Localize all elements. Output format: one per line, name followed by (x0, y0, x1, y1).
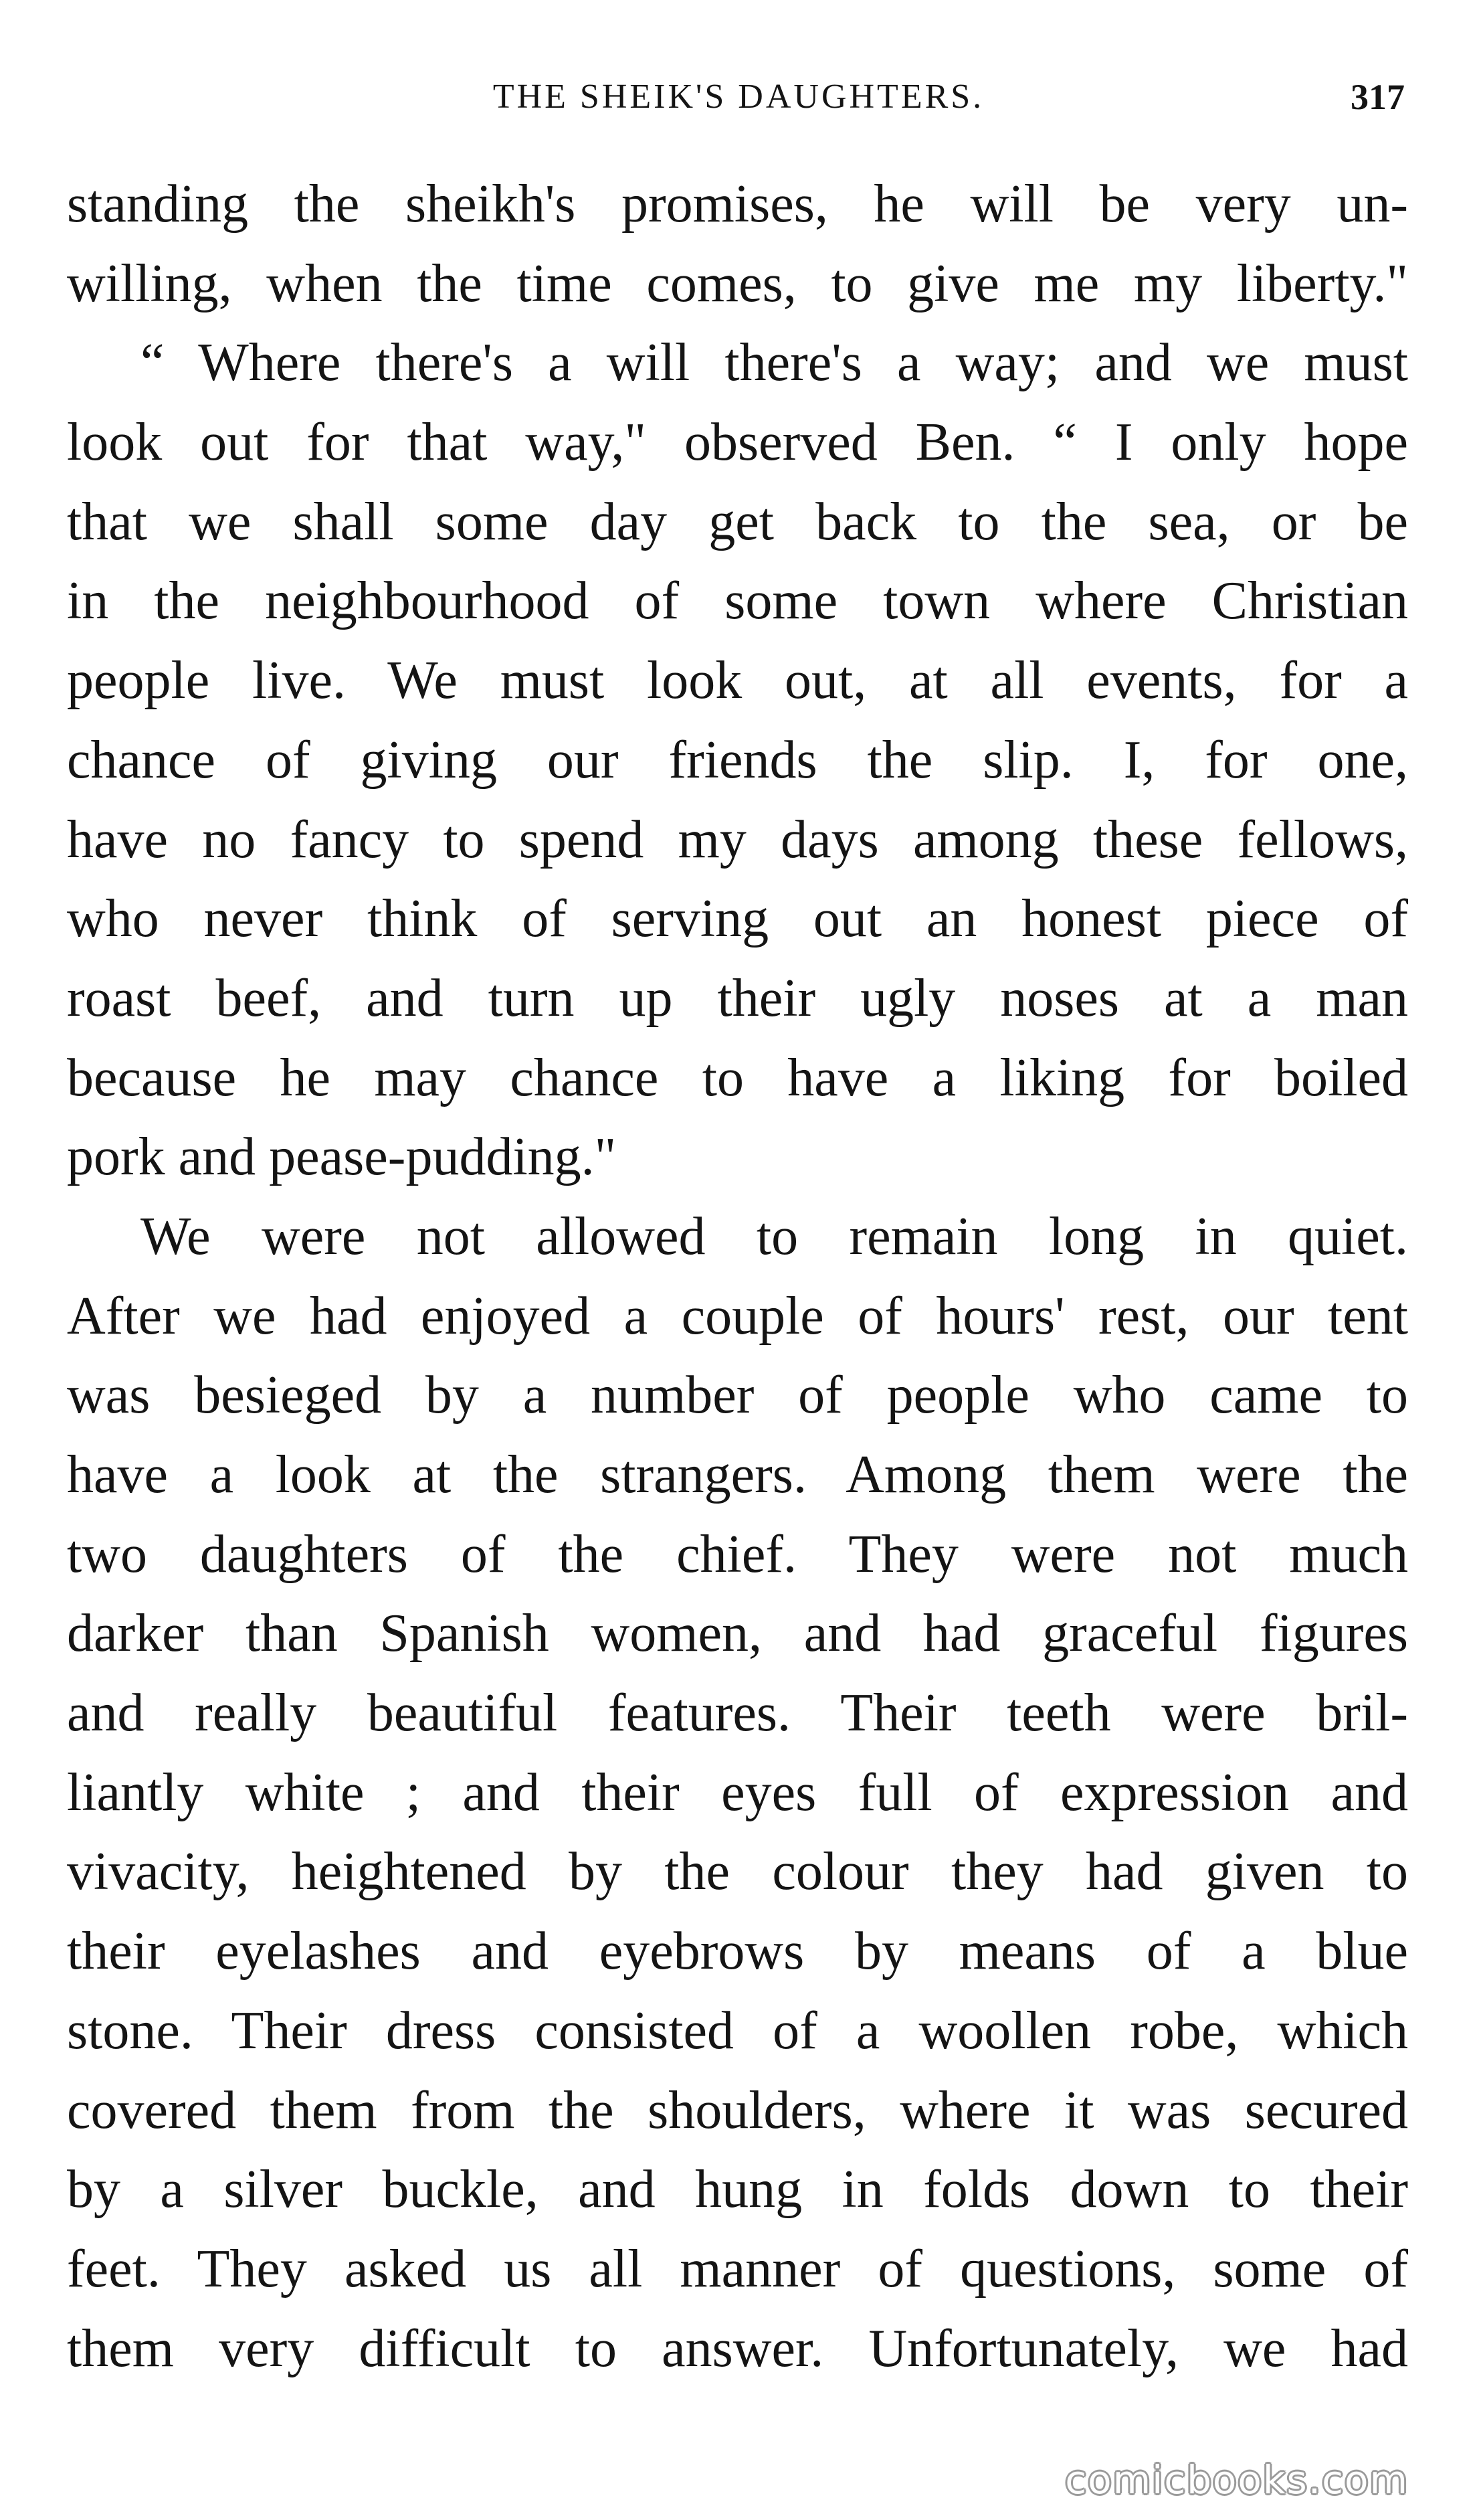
text-line: roast beef, and turn up their ugly noses at a man (67, 968, 1408, 1028)
running-head (72, 67, 1405, 127)
text-line: vivacity, heightened by the colour they had given to (67, 1842, 1408, 1902)
text-line: was besieged by a number of people who came to (67, 1366, 1408, 1425)
text-line: because he may chance to have a liking for boiled (67, 1048, 1408, 1107)
text-line: standing the sheikh's promises, he will be very un- (67, 175, 1408, 234)
text-line: willing, when the time comes, to give me my liberty." (67, 254, 1408, 313)
text-line: chance of giving our friends the slip. I, for one, (67, 730, 1408, 790)
text-line: have a look at the strangers. Among them were the (67, 1445, 1408, 1504)
text-line: them very difficult to answer. Unfortunately, we had (67, 2319, 1408, 2378)
body-text (67, 165, 1408, 2388)
running-title: THE SHEIK'S DAUGHTERS. (492, 78, 985, 116)
text-line: We were not allowed to remain long in quiet. (140, 1206, 1408, 1266)
text-line: have no fancy to spend my days among these fellows, (67, 810, 1408, 869)
text-line: liantly white ; and their eyes full of expression and (67, 1763, 1408, 1822)
text-line: people live. We must look out, at all events, for a (67, 651, 1408, 711)
text-line: look out for that way," observed Ben. “ I only hope (67, 413, 1408, 472)
text-line: feet. They asked us all manner of questions, some of (67, 2239, 1408, 2299)
text-line: darker than Spanish women, and had graceful figures (67, 1604, 1408, 1663)
watermark: comicbooks.com (1065, 2457, 1409, 2503)
text-line: pork and pease-pudding." (67, 1128, 617, 1187)
text-line: covered them from the shoulders, where it was secured (67, 2080, 1408, 2140)
text-line: their eyelashes and eyebrows by means of a blue (67, 1922, 1408, 1981)
text-line: and really beautiful features. Their teeth were bril- (67, 1684, 1408, 1743)
page-number: 317 (1351, 77, 1405, 117)
text-line: in the neighbourhood of some town where Christian (67, 571, 1408, 631)
text-line: After we had enjoyed a couple of hours' rest, our tent (67, 1286, 1408, 1346)
text-line: “ Where there's a will there's a way; and we must (140, 333, 1408, 393)
text-line: two daughters of the chief. They were not much (67, 1524, 1408, 1584)
text-line: by a silver buckle, and hung in folds down to their (67, 2160, 1408, 2220)
text-line: that we shall some day get back to the sea, or be (67, 492, 1408, 551)
text-line: stone. Their dress consisted of a woollen robe, which (67, 2001, 1408, 2060)
text-line: who never think of serving out an honest piece of (67, 889, 1408, 949)
